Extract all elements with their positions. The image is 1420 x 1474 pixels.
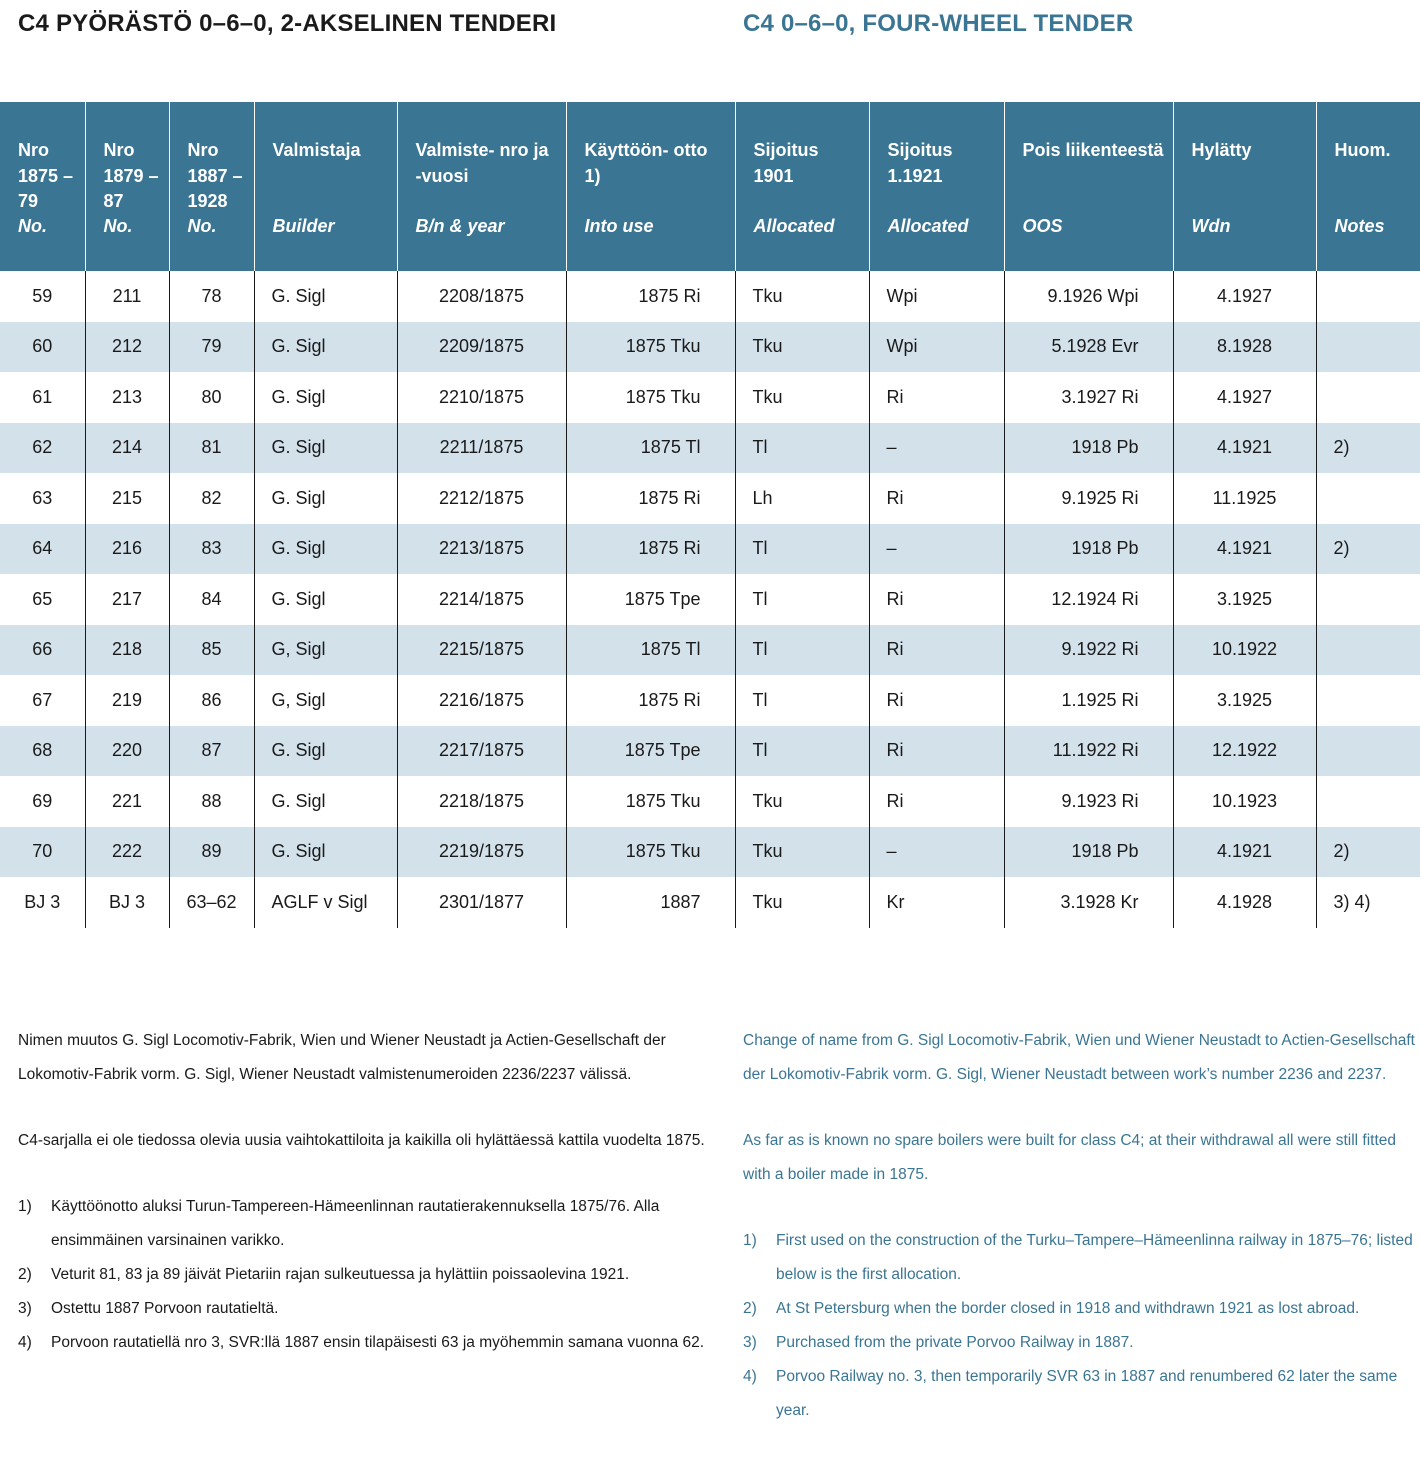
col-header-into-use: Käyttöön- otto 1) Into use — [566, 102, 735, 271]
cell-oos: 12.1924 Ri — [1004, 574, 1173, 625]
table-header-row — [0, 102, 1420, 271]
footnote: 1) First used on the construction of the Turku–Tampere–Hämeenlinna railway in 1875–76; listed below is the first allocation. — [743, 1232, 1413, 1283]
note-paragraph: Change of name from G. Sigl Locomotiv-Fabrik, Wien und Wiener Neustadt to Actien-Gesellschaft der Lokomotiv-Fabrik vorm. G. Sigl, Wiener Neustadt between work’s number 2236 and 2237. — [743, 1032, 1415, 1083]
cell-no-1875: 68 — [0, 726, 85, 777]
cell-no-1875: 60 — [0, 322, 85, 373]
cell-notes — [1316, 271, 1420, 322]
cell-allocated-1901: Tl — [735, 625, 869, 676]
cell-notes — [1316, 322, 1420, 373]
cell-into-use: 1875 Tl — [566, 423, 735, 474]
cell-no-1887: 83 — [169, 524, 254, 575]
col-header-notes: Huom. Notes — [1316, 102, 1420, 271]
cell-no-1887: 80 — [169, 372, 254, 423]
cell-oos: 9.1926 Wpi — [1004, 271, 1173, 322]
cell-into-use: 1875 Tku — [566, 776, 735, 827]
cell-bn-year: 2218/1875 — [397, 776, 566, 827]
cell-no-1887: 63–62 — [169, 877, 254, 928]
cell-oos: 9.1923 Ri — [1004, 776, 1173, 827]
cell-allocated-1921: Ri — [869, 372, 1004, 423]
cell-into-use: 1875 Ri — [566, 271, 735, 322]
cell-notes: 2) — [1316, 524, 1420, 575]
cell-into-use: 1875 Tku — [566, 827, 735, 878]
footnote: 1) Käyttöönotto aluksi Turun-Tampereen-Hämeenlinnan rautatierakennuksella 1875/76. Alla ensimmäinen varsinainen varikko. — [18, 1198, 660, 1249]
cell-oos: 1918 Pb — [1004, 423, 1173, 474]
footnote: 3) Purchased from the private Porvoo Railway in 1887. — [743, 1334, 1134, 1351]
cell-no-1887: 79 — [169, 322, 254, 373]
cell-bn-year: 2211/1875 — [397, 423, 566, 474]
col-header-builder: Valmistaja Builder — [254, 102, 397, 271]
cell-wdn: 3.1925 — [1173, 574, 1316, 625]
cell-allocated-1921: Ri — [869, 776, 1004, 827]
note-paragraph: C4-sarjalla ei ole tiedossa olevia uusia vaihtokattiloita ja kaikilla oli hylättäessä kattila vuodelta 1875. — [18, 1132, 705, 1149]
col-header-allocated-1901: Sijoitus 1901 Allocated — [735, 102, 869, 271]
cell-no-1887: 89 — [169, 827, 254, 878]
cell-allocated-1921: Ri — [869, 574, 1004, 625]
cell-allocated-1921: Kr — [869, 877, 1004, 928]
cell-allocated-1921: Ri — [869, 473, 1004, 524]
cell-wdn: 4.1928 — [1173, 877, 1316, 928]
cell-no-1875: 61 — [32, 386, 53, 407]
cell-wdn: 11.1925 — [1173, 473, 1316, 524]
footnote: 4) Porvoo Railway no. 3, then temporarily SVR 63 in 1887 and renumbered 62 later the same year. — [743, 1368, 1398, 1419]
cell-oos: 3.1927 Ri — [1004, 372, 1173, 423]
cell-allocated-1901: Tl — [735, 574, 869, 625]
table-row — [0, 372, 1420, 423]
cell-no-1875: 69 — [32, 790, 53, 811]
col-header-no-1879: Nro 1879 –87 No. — [85, 102, 169, 271]
cell-into-use: 1875 Ri — [566, 473, 735, 524]
cell-builder: G. Sigl — [254, 776, 397, 827]
table-row — [0, 625, 1420, 676]
cell-allocated-1921: – — [869, 827, 1004, 878]
table-row — [0, 574, 1420, 625]
cell-oos: 1.1925 Ri — [1004, 675, 1173, 726]
cell-notes — [1316, 675, 1420, 726]
cell-no-1875: 65 — [32, 588, 53, 609]
cell-wdn: 4.1921 — [1173, 423, 1316, 474]
table-row — [0, 726, 1420, 777]
cell-oos: 3.1928 Kr — [1004, 877, 1173, 928]
cell-no-1879: 211 — [85, 271, 169, 322]
cell-allocated-1901: Tku — [735, 776, 869, 827]
cell-wdn: 3.1925 — [1173, 675, 1316, 726]
cell-bn-year: 2212/1875 — [397, 473, 566, 524]
cell-wdn: 12.1922 — [1173, 726, 1316, 777]
table-row — [0, 423, 1420, 474]
cell-allocated-1901: Tku — [735, 322, 869, 373]
table-row — [0, 776, 1420, 827]
cell-allocated-1921: – — [869, 524, 1004, 575]
cell-bn-year: 2208/1875 — [397, 271, 566, 322]
notes-english — [743, 1024, 1415, 1428]
cell-wdn: 4.1921 — [1173, 827, 1316, 878]
cell-builder: G. Sigl — [254, 524, 397, 575]
cell-builder: G. Sigl — [254, 271, 397, 322]
cell-notes — [1316, 726, 1420, 777]
cell-allocated-1901: Tku — [735, 877, 869, 928]
cell-oos: 11.1922 Ri — [1004, 726, 1173, 777]
locomotive-table — [0, 102, 1420, 928]
cell-builder: G. Sigl — [254, 473, 397, 524]
footnote: 3) Ostettu 1887 Porvoon rautatieltä. — [18, 1300, 279, 1317]
cell-no-1879: 216 — [85, 524, 169, 575]
cell-into-use: 1875 Tku — [566, 372, 735, 423]
cell-no-1879: 212 — [85, 322, 169, 373]
cell-no-1879: BJ 3 — [85, 877, 169, 928]
cell-wdn: 4.1927 — [1173, 372, 1316, 423]
cell-wdn: 8.1928 — [1173, 322, 1316, 373]
cell-allocated-1921: Wpi — [869, 322, 1004, 373]
col-header-no-1875: Nro 1875 –79 No. — [0, 102, 85, 271]
cell-no-1875: 67 — [32, 689, 53, 710]
cell-wdn: 10.1923 — [1173, 776, 1316, 827]
cell-bn-year: 2213/1875 — [397, 524, 566, 575]
cell-bn-year: 2215/1875 — [397, 625, 566, 676]
cell-no-1879: 217 — [85, 574, 169, 625]
cell-bn-year: 2301/1877 — [397, 877, 566, 928]
cell-allocated-1901: Tku — [735, 372, 869, 423]
cell-no-1887: 86 — [169, 675, 254, 726]
table-row — [0, 322, 1420, 373]
cell-no-1879: 213 — [85, 372, 169, 423]
cell-no-1887: 84 — [169, 574, 254, 625]
col-header-oos: Pois liikenteestä OOS — [1004, 102, 1173, 271]
cell-no-1875: 63 — [32, 487, 53, 508]
cell-builder: G. Sigl — [254, 322, 397, 373]
cell-no-1875: 66 — [0, 625, 85, 676]
cell-bn-year: 2210/1875 — [397, 372, 566, 423]
cell-builder: G. Sigl — [254, 423, 397, 474]
footnote: 2) At St Petersburg when the border closed in 1918 and withdrawn 1921 as lost abroad. — [743, 1300, 1360, 1317]
note-paragraph: As far as is known no spare boilers were built for class C4; at their withdrawal all were still fitted with a boiler made in 1875. — [743, 1132, 1396, 1183]
cell-no-1879: 220 — [85, 726, 169, 777]
cell-bn-year: 2214/1875 — [397, 574, 566, 625]
cell-no-1875: BJ 3 — [24, 891, 61, 912]
cell-no-1875: 64 — [0, 524, 85, 575]
cell-no-1875: 59 — [32, 285, 53, 306]
cell-allocated-1901: Tku — [735, 827, 869, 878]
cell-wdn: 10.1922 — [1173, 625, 1316, 676]
table-row — [0, 524, 1420, 575]
cell-notes — [1316, 473, 1420, 524]
cell-notes — [1316, 625, 1420, 676]
notes-finnish — [18, 1024, 708, 1360]
cell-no-1887: 82 — [169, 473, 254, 524]
col-header-no-1887: Nro 1887 –1928 No. — [169, 102, 254, 271]
cell-into-use: 1887 — [566, 877, 735, 928]
cell-no-1879: 221 — [85, 776, 169, 827]
cell-no-1887: 78 — [169, 271, 254, 322]
cell-builder: G, Sigl — [254, 675, 397, 726]
col-header-allocated-1921: Sijoitus 1.1921 Allocated — [869, 102, 1004, 271]
table-row — [0, 877, 1420, 928]
cell-builder: G, Sigl — [254, 625, 397, 676]
cell-wdn: 4.1921 — [1173, 524, 1316, 575]
cell-builder: AGLF v Sigl — [254, 877, 397, 928]
cell-allocated-1901: Tku — [735, 271, 869, 322]
cell-bn-year: 2217/1875 — [397, 726, 566, 777]
cell-no-1879: 222 — [85, 827, 169, 878]
table-row — [0, 827, 1420, 878]
cell-bn-year: 2209/1875 — [397, 322, 566, 373]
cell-no-1879: 219 — [85, 675, 169, 726]
footnote: 4) Porvoon rautatiellä nro 3, SVR:llä 1887 ensin tilapäisesti 63 ja myöhemmin samana vuonna 62. — [18, 1334, 705, 1351]
cell-no-1875: 62 — [0, 423, 85, 474]
cell-bn-year: 2219/1875 — [397, 827, 566, 878]
cell-oos: 9.1922 Ri — [1004, 625, 1173, 676]
cell-notes: 2) — [1316, 423, 1420, 474]
cell-notes: 2) — [1316, 827, 1420, 878]
cell-notes — [1316, 372, 1420, 423]
cell-builder: G. Sigl — [254, 827, 397, 878]
cell-no-1887: 85 — [169, 625, 254, 676]
col-header-wdn: Hylätty Wdn — [1173, 102, 1316, 271]
cell-notes — [1316, 776, 1420, 827]
cell-wdn: 4.1927 — [1173, 271, 1316, 322]
cell-no-1879: 215 — [85, 473, 169, 524]
cell-allocated-1901: Tl — [735, 726, 869, 777]
cell-no-1879: 218 — [85, 625, 169, 676]
cell-notes — [1316, 574, 1420, 625]
cell-oos: 5.1928 Evr — [1004, 322, 1173, 373]
cell-notes: 3) 4) — [1316, 877, 1420, 928]
table-row — [0, 473, 1420, 524]
cell-allocated-1901: Tl — [735, 675, 869, 726]
cell-builder: G. Sigl — [254, 372, 397, 423]
cell-allocated-1901: Lh — [735, 473, 869, 524]
cell-no-1887: 87 — [169, 726, 254, 777]
cell-oos: 1918 Pb — [1004, 827, 1173, 878]
cell-into-use: 1875 Ri — [566, 675, 735, 726]
cell-allocated-1921: – — [869, 423, 1004, 474]
cell-builder: G. Sigl — [254, 574, 397, 625]
page-title-fi: C4 PYÖRÄSTÖ 0–6–0, 2-AKSELINEN TENDERI — [18, 10, 557, 37]
note-paragraph: Nimen muutos G. Sigl Locomotiv-Fabrik, Wien und Wiener Neustadt ja Actien-Gesellschaft der Lokomotiv-Fabrik vorm. G. Sigl, Wiener Neustadt valmistenumeroiden 2236/2237 välissä. — [18, 1032, 666, 1083]
cell-into-use: 1875 Ri — [566, 524, 735, 575]
cell-allocated-1921: Ri — [869, 726, 1004, 777]
cell-into-use: 1875 Tpe — [566, 574, 735, 625]
cell-allocated-1901: Tl — [735, 423, 869, 474]
cell-builder: G. Sigl — [254, 726, 397, 777]
cell-allocated-1921: Ri — [869, 625, 1004, 676]
cell-into-use: 1875 Tpe — [566, 726, 735, 777]
cell-allocated-1921: Wpi — [869, 271, 1004, 322]
cell-no-1887: 88 — [169, 776, 254, 827]
col-header-bn-year: Valmiste- nro ja -vuosi B/n & year — [397, 102, 566, 271]
cell-bn-year: 2216/1875 — [397, 675, 566, 726]
cell-no-1875: 70 — [0, 827, 85, 878]
cell-allocated-1921: Ri — [869, 675, 1004, 726]
cell-into-use: 1875 Tku — [566, 322, 735, 373]
cell-allocated-1901: Tl — [735, 524, 869, 575]
table-row — [0, 271, 1420, 322]
cell-oos: 9.1925 Ri — [1004, 473, 1173, 524]
cell-no-1887: 81 — [169, 423, 254, 474]
cell-into-use: 1875 Tl — [566, 625, 735, 676]
cell-oos: 1918 Pb — [1004, 524, 1173, 575]
table-body — [0, 271, 1420, 928]
page-title-en: C4 0–6–0, FOUR-WHEEL TENDER — [743, 10, 1134, 37]
table-row — [0, 675, 1420, 726]
cell-no-1879: 214 — [85, 423, 169, 474]
footnote: 2) Veturit 81, 83 ja 89 jäivät Pietariin rajan sulkeutuessa ja hylättiin poissaolevina 1921. — [18, 1266, 630, 1283]
